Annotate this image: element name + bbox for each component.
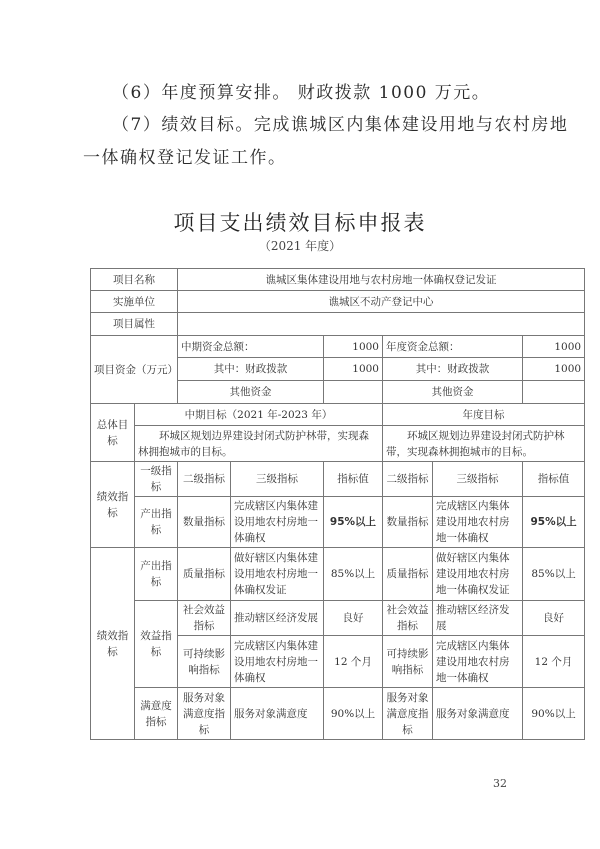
row4-l3: 服务对象满意度 bbox=[231, 688, 324, 740]
row4-value: 90%以上 bbox=[324, 688, 383, 740]
year-goal-text: 环城区规划边界建设封闭式防护林带，实现森林拥抱城市的目标。 bbox=[383, 426, 585, 462]
row1-l1: 产出指标 bbox=[135, 548, 178, 601]
row0-value: 95%以上 bbox=[324, 497, 383, 548]
row1-l3: 做好辖区内集体建设用地农村房地一体确权发证 bbox=[231, 548, 324, 601]
row1-l3b: 做好辖区内集体建设用地农村房地一体确权发证 bbox=[433, 548, 523, 601]
row0-l3: 完成辖区内集体建设用地农村房地一体确权 bbox=[231, 497, 324, 548]
mid-fiscal-label: 其中：财政拨款 bbox=[178, 358, 324, 381]
row1-value-b: 85%以上 bbox=[523, 548, 585, 601]
row1-value: 85%以上 bbox=[324, 548, 383, 601]
year-goal-label: 年度目标 bbox=[383, 404, 585, 426]
mid-total-label: 中期资金总额： bbox=[178, 336, 324, 358]
year-fiscal-label: 其中：财政拨款 bbox=[383, 358, 523, 381]
hdr-value-b: 指标值 bbox=[523, 462, 585, 497]
row2-value-b: 良好 bbox=[523, 601, 585, 636]
table-row bbox=[91, 601, 585, 636]
table-row bbox=[91, 688, 585, 740]
row0-l3b: 完成辖区内集体建设用地农村房地一体确权 bbox=[433, 497, 523, 548]
row4-l2b: 服务对象满意度指标 bbox=[383, 688, 433, 740]
page-title: 项目支出绩效目标申报表 bbox=[173, 211, 427, 235]
funds-label: 项目资金（万元） bbox=[91, 336, 178, 404]
row3-l2b: 可持续影响指标 bbox=[383, 636, 433, 688]
perf-label-b: 绩效指标 bbox=[91, 548, 135, 740]
year-total-label: 年度资金总额： bbox=[383, 336, 523, 358]
mid-fiscal-value: 1000 bbox=[324, 358, 383, 381]
row4-l2: 服务对象满意度指标 bbox=[178, 688, 231, 740]
attr-value bbox=[178, 313, 585, 336]
year-total-value: 1000 bbox=[523, 336, 585, 358]
page-subtitle: （2021 年度） bbox=[258, 239, 342, 253]
project-name-label: 项目名称 bbox=[91, 269, 178, 291]
paragraph-goal: （7）绩效目标。完成谯城区内集体建设用地与农村房地 bbox=[112, 115, 569, 135]
hdr-level2: 二级指标 bbox=[178, 462, 231, 497]
hdr-level3-b: 三级指标 bbox=[433, 462, 523, 497]
mid-other-label: 其他资金 bbox=[178, 381, 324, 404]
hdr-level1: 一级指标 bbox=[135, 462, 178, 497]
row2-l2b: 社会效益指标 bbox=[383, 601, 433, 636]
row3-l3b: 完成辖区内集体建设用地农村房地一体确权 bbox=[433, 636, 523, 688]
unit-label: 实施单位 bbox=[91, 291, 178, 313]
row1-l2: 质量指标 bbox=[178, 548, 231, 601]
hdr-level3: 三级指标 bbox=[231, 462, 324, 497]
project-name-value: 谯城区集体建设用地与农村房地一体确权登记发证 bbox=[178, 269, 585, 291]
page-number: 32 bbox=[493, 777, 507, 790]
row2-l3: 推动辖区经济发展 bbox=[231, 601, 324, 636]
year-fiscal-value: 1000 bbox=[523, 358, 585, 381]
row1-l2b: 质量指标 bbox=[383, 548, 433, 601]
attr-label: 项目属性 bbox=[91, 313, 178, 336]
mid-goal-label: 中期目标（2021 年-2023 年） bbox=[135, 404, 383, 426]
unit-value: 谯城区不动产登记中心 bbox=[178, 291, 585, 313]
paragraph-budget: （6）年度预算安排。 财政拨款 1000 万元。 bbox=[112, 83, 491, 103]
row2-value: 良好 bbox=[324, 601, 383, 636]
mid-other-value bbox=[324, 381, 383, 404]
performance-table bbox=[90, 268, 585, 740]
row4-l1: 满意度指标 bbox=[135, 688, 178, 740]
mid-total-value: 1000 bbox=[324, 336, 383, 358]
row0-l2: 数量指标 bbox=[178, 497, 231, 548]
paragraph-goal-cont: 一体确权登记发证工作。 bbox=[83, 148, 287, 168]
year-other-label: 其他资金 bbox=[383, 381, 523, 404]
hdr-level2-b: 二级指标 bbox=[383, 462, 433, 497]
row0-l2b: 数量指标 bbox=[383, 497, 433, 548]
row0-value-b: 95%以上 bbox=[523, 497, 585, 548]
row2-l1: 效益指标 bbox=[135, 601, 178, 688]
row3-l3: 完成辖区内集体建设用地农村房地一体确权 bbox=[231, 636, 324, 688]
row3-value: 12 个月 bbox=[324, 636, 383, 688]
perf-label-a: 绩效指标 bbox=[91, 462, 135, 548]
row3-l2: 可持续影响指标 bbox=[178, 636, 231, 688]
row3-value-b: 12 个月 bbox=[523, 636, 585, 688]
row0-l1: 产出指标 bbox=[135, 497, 178, 548]
hdr-value: 指标值 bbox=[324, 462, 383, 497]
row4-value-b: 90%以上 bbox=[523, 688, 585, 740]
row4-l3b: 服务对象满意度 bbox=[433, 688, 523, 740]
year-other-value bbox=[523, 381, 585, 404]
mid-goal-text: 环城区规划边界建设封闭式防护林带，实现森林拥抱城市的目标。 bbox=[135, 426, 383, 462]
table-row bbox=[91, 548, 585, 601]
row2-l2: 社会效益指标 bbox=[178, 601, 231, 636]
overall-goal-label: 总体目标 bbox=[91, 404, 135, 462]
row2-l3b: 推动辖区经济发展 bbox=[433, 601, 523, 636]
table-row bbox=[91, 497, 585, 548]
